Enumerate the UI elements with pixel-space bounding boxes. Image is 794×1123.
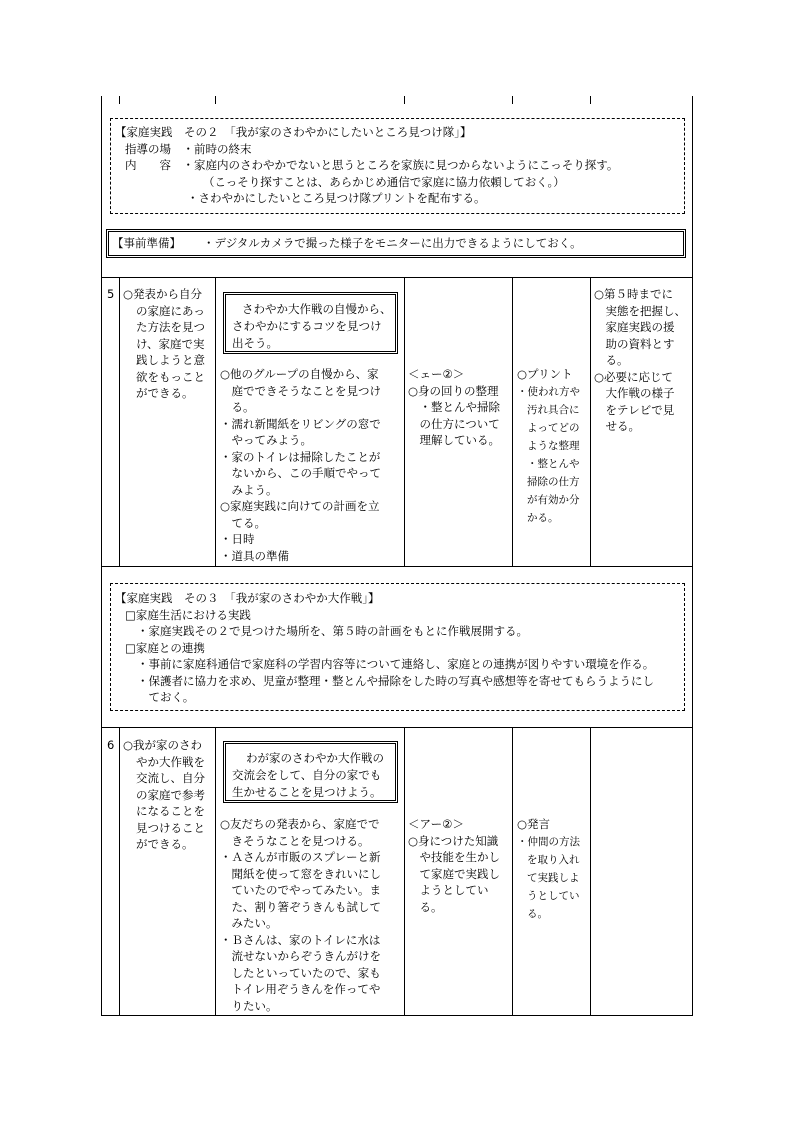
- text-line: □家庭との連携: [125, 640, 205, 655]
- text-line: ・整とんや: [527, 457, 580, 470]
- text-line: の家庭にあっ: [136, 303, 205, 318]
- home-practice-2-title: 【家庭実践 その２ 「我が家のさわやかにしたいところ見つけ隊」】: [115, 125, 472, 139]
- row5-activities: [220, 366, 381, 564]
- row5-notes: [594, 286, 686, 435]
- text-line: ○必要に応じて: [594, 369, 674, 384]
- text-line: ていたのでやってみたい。ま: [220, 883, 381, 897]
- text-line: ＜アー②＞: [408, 817, 464, 831]
- text-line: みよう。: [220, 482, 278, 497]
- text-line: る。: [220, 400, 255, 414]
- text-line: になることを: [136, 804, 205, 818]
- row5-task-box: [223, 292, 398, 354]
- row5-number: 5: [107, 287, 115, 301]
- text-line: ておく。: [137, 690, 195, 704]
- text-line: 実態を把握し、: [594, 303, 686, 318]
- text-line: け、家庭で実: [136, 336, 205, 351]
- text-line: 家庭実践の援: [594, 320, 675, 334]
- text-line: やか大作戦を: [136, 754, 205, 769]
- text-line: 掃除の仕方: [527, 475, 580, 488]
- text-line: の仕方について: [408, 416, 500, 431]
- content-line: 内 容 ・家庭内のさわやかでないと思うところを家族に見つからないようにこっそり探す。: [125, 158, 619, 172]
- text-line: る。: [594, 353, 629, 367]
- home-practice-3-title: 【家庭実践 その３ 「我が家のさわやか大作戦」】: [115, 591, 380, 605]
- prep-text: ・デジタルカメラで撮った様子をモニターに出力できるようにしておく。: [203, 236, 582, 250]
- text-line: ようとしてい: [408, 883, 489, 897]
- row6-activities: [220, 816, 381, 1014]
- text-line: ○発表から自分: [123, 287, 203, 301]
- text-line: ○発言: [517, 817, 551, 831]
- text-line: ができる。: [136, 386, 194, 400]
- text-line: る。: [408, 899, 443, 914]
- text-line: かる。: [527, 511, 559, 524]
- text-line: て実践しよ: [527, 871, 580, 884]
- text-line: てる。: [220, 515, 266, 530]
- text-line: したといっていたので、家も: [220, 965, 381, 980]
- text-line: うとしてい: [527, 889, 580, 902]
- text-line: 聞紙を使って窓をきれいにし: [220, 866, 381, 881]
- text-line: よってどの: [527, 421, 580, 434]
- text-line: 践しようと意: [136, 353, 205, 367]
- text-line: ○家庭実践に向けての計画を立: [220, 499, 380, 513]
- text-line: 出そう。: [232, 336, 278, 350]
- text-line: ○身につけた知識: [408, 833, 499, 848]
- table-left-border: [101, 96, 102, 1016]
- text-line: ○友だちの発表から、家庭でで: [220, 817, 380, 831]
- text-line: せる。: [594, 419, 640, 433]
- text-line: の家庭で参考: [136, 787, 205, 802]
- table-bottom-border: [101, 1015, 693, 1016]
- text-line: 理解している。: [408, 433, 500, 447]
- text-line: りたい。: [220, 998, 278, 1013]
- text-line: ○我が家のさわ: [123, 738, 203, 752]
- text-line: ・事前に家庭科通信で家庭科の学習内容等について連絡し、家庭との連携が図りやすい環境を作る。: [137, 657, 655, 671]
- text-line: ○他のグループの自慢から、家: [220, 367, 379, 381]
- text-line: 汚れ具合に: [527, 403, 580, 416]
- text-line: ・家庭実践その２で見つけた場所を、第５時の計画をもとに作戦展開する。: [137, 624, 528, 638]
- text-line: る。: [527, 907, 548, 920]
- row6-task-box: [223, 741, 398, 803]
- text-line: ・家のトイレは掃除したことが: [220, 449, 381, 464]
- text-line: ○第５時までに: [594, 287, 674, 301]
- text-line: 生かせることを見つけよう。: [232, 785, 382, 799]
- text-line: さわやかにするコツを見つけ: [232, 319, 382, 333]
- text-line: 見つけること: [136, 820, 205, 835]
- text-line: をテレビで見: [594, 402, 675, 417]
- content-note: （こっそり探すことは、あらかじめ通信で家庭に協力依頼しておく。）: [203, 174, 565, 189]
- row5-evaluation: [408, 366, 500, 449]
- row6-goal: [123, 737, 205, 853]
- text-line: 欲をもっこと: [136, 369, 205, 384]
- text-line: 流せないからぞうきんがけを: [220, 949, 381, 963]
- text-line: ・日時: [220, 532, 255, 546]
- row6-number: 6: [107, 738, 115, 752]
- text-line: みたい。: [220, 916, 278, 930]
- text-line: ・整とんや掃除: [408, 400, 500, 414]
- prep-label: 【事前準備】: [112, 236, 181, 250]
- text-line: さわやか大作戦の自慢から、: [242, 302, 392, 316]
- text-line: や技能を生かし: [408, 850, 500, 864]
- text-line: ・仲間の方法: [517, 835, 580, 848]
- guidance-place: 指導の場 ・前時の終末: [125, 141, 252, 156]
- text-line: ・保護者に協力を求め、児童が整理・整とんや掃除をした時の写真や感想等を寄せてもらうようにし: [137, 673, 655, 688]
- text-line: を取り入れ: [527, 853, 580, 866]
- table-right-border: [692, 96, 693, 1016]
- text-line: わが家のさわやか大作戦の: [246, 751, 384, 765]
- text-line: 庭でできそうなことを見つけ: [220, 383, 381, 398]
- row6-method: [517, 816, 580, 923]
- row5-goal: [123, 286, 205, 402]
- text-line: 大作戦の様子: [594, 386, 675, 400]
- text-line: ・濡れ新聞紙をリビングの窓で: [220, 416, 381, 431]
- home-practice-2-content: [115, 124, 618, 207]
- text-line: 交流し、自分: [136, 771, 205, 785]
- text-line: て家庭で実践し: [408, 866, 500, 881]
- text-line: トイレ用ぞうきんを作ってや: [220, 982, 381, 996]
- text-line: ○プリント: [517, 367, 573, 381]
- text-line: ・道具の準備: [220, 548, 289, 563]
- text-line: ・Ｂさんは、家のトイレに水は: [220, 932, 381, 947]
- text-line: が有効か分: [527, 493, 580, 506]
- text-line: た方法を見つ: [136, 320, 205, 334]
- row5-method: [517, 366, 580, 527]
- row6-evaluation: [408, 816, 500, 915]
- text-line: やってみよう。: [220, 433, 312, 447]
- text-line: 助の資料とす: [594, 336, 675, 351]
- text-line: □家庭生活における実践: [125, 607, 251, 622]
- text-line: ・使われ方や: [517, 385, 580, 398]
- home-practice-3-content: [115, 590, 654, 706]
- text-line: ような整理: [527, 439, 580, 452]
- prep-content: [112, 235, 582, 252]
- content-line-2: ・さわやかにしたいところ見つけ隊プリントを配布する。: [187, 191, 486, 205]
- text-line: ○身の回りの整理: [408, 383, 499, 398]
- text-line: ないから、この手順でやって: [220, 466, 381, 480]
- text-line: 交流会をして、自分の家でも: [232, 768, 382, 782]
- text-line: ができる。: [136, 837, 194, 851]
- text-line: た、割り箸ぞうきんも試して: [220, 899, 381, 914]
- text-line: ・Ａさんが市販のスプレーと新: [220, 850, 381, 864]
- text-line: きそうなことを見つける。: [220, 833, 370, 848]
- text-line: ＜ェー②＞: [408, 367, 465, 381]
